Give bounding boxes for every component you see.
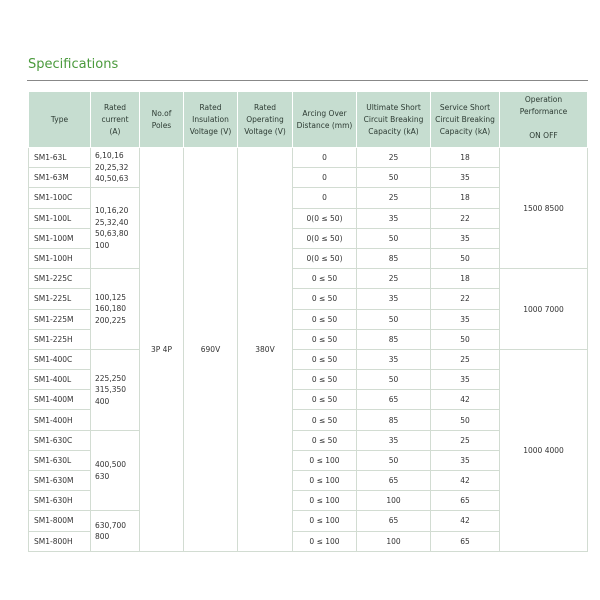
type-cell: SM1-400M: [29, 390, 91, 410]
ultimate-capacity-cell: 65: [357, 471, 431, 491]
header-service-capacity: Service Short Circuit Breaking Capacity (kA): [431, 92, 500, 148]
table-row: [29, 349, 588, 369]
table-row: [29, 148, 588, 168]
type-cell: SM1-630C: [29, 430, 91, 450]
poles-cell: 3P 4P: [140, 148, 184, 552]
type-cell: SM1-400L: [29, 370, 91, 390]
service-capacity-cell: 50: [431, 329, 500, 349]
service-capacity-cell: 42: [431, 390, 500, 410]
service-capacity-cell: 35: [431, 309, 500, 329]
header-rated-current: Rated current (A): [91, 92, 140, 148]
ultimate-capacity-cell: 85: [357, 410, 431, 430]
ultimate-capacity-cell: 65: [357, 511, 431, 531]
service-capacity-cell: 50: [431, 248, 500, 268]
type-cell: SM1-100C: [29, 188, 91, 208]
arcing-distance-cell: 0 ≤ 50: [293, 329, 357, 349]
service-capacity-cell: 42: [431, 511, 500, 531]
table-body: [29, 148, 588, 552]
header-arcing-distance: Arcing Over Distance (mm): [293, 92, 357, 148]
service-capacity-cell: 50: [431, 410, 500, 430]
ultimate-capacity-cell: 85: [357, 329, 431, 349]
header-type: Type: [29, 92, 91, 148]
ultimate-capacity-cell: 85: [357, 248, 431, 268]
ultimate-capacity-cell: 25: [357, 188, 431, 208]
type-cell: SM1-630M: [29, 471, 91, 491]
type-cell: SM1-63M: [29, 168, 91, 188]
type-cell: SM1-630L: [29, 450, 91, 470]
arcing-distance-cell: 0 ≤ 100: [293, 450, 357, 470]
type-cell: SM1-800H: [29, 531, 91, 551]
header-insulation-voltage: Rated Insulation Voltage (V): [184, 92, 238, 148]
arcing-distance-cell: 0 ≤ 50: [293, 390, 357, 410]
ultimate-capacity-cell: 35: [357, 430, 431, 450]
type-cell: SM1-400H: [29, 410, 91, 430]
ultimate-capacity-cell: 65: [357, 390, 431, 410]
rated-current-cell: 630,700 800: [91, 511, 140, 551]
type-cell: SM1-400C: [29, 349, 91, 369]
arcing-distance-cell: 0 ≤ 50: [293, 430, 357, 450]
type-cell: SM1-225M: [29, 309, 91, 329]
ultimate-capacity-cell: 50: [357, 370, 431, 390]
ultimate-capacity-cell: 25: [357, 148, 431, 168]
rated-current-cell: 225,250 315,350 400: [91, 349, 140, 430]
service-capacity-cell: 35: [431, 370, 500, 390]
service-capacity-cell: 35: [431, 168, 500, 188]
page-title: Specifications: [28, 57, 119, 72]
type-cell: SM1-800M: [29, 511, 91, 531]
type-cell: SM1-630H: [29, 491, 91, 511]
type-cell: SM1-100H: [29, 248, 91, 268]
arcing-distance-cell: 0 ≤ 50: [293, 349, 357, 369]
service-capacity-cell: 22: [431, 289, 500, 309]
type-cell: SM1-63L: [29, 148, 91, 168]
arcing-distance-cell: 0 ≤ 100: [293, 491, 357, 511]
type-cell: SM1-225C: [29, 269, 91, 289]
service-capacity-cell: 22: [431, 208, 500, 228]
arcing-distance-cell: 0 ≤ 100: [293, 531, 357, 551]
operation-performance-cell: 1500 8500: [500, 148, 588, 269]
service-capacity-cell: 25: [431, 349, 500, 369]
arcing-distance-cell: 0 ≤ 50: [293, 289, 357, 309]
rated-current-cell: 100,125 160,180 200,225: [91, 269, 140, 350]
arcing-distance-cell: 0: [293, 168, 357, 188]
arcing-distance-cell: 0 ≤ 100: [293, 471, 357, 491]
arcing-distance-cell: 0: [293, 188, 357, 208]
ultimate-capacity-cell: 50: [357, 168, 431, 188]
header-operating-voltage: Rated Operating Voltage (V): [238, 92, 293, 148]
service-capacity-cell: 35: [431, 450, 500, 470]
rated-current-cell: 400,500 630: [91, 430, 140, 511]
rated-current-cell: 10,16,20 25,32,40 50,63,80 100: [91, 188, 140, 269]
ultimate-capacity-cell: 50: [357, 309, 431, 329]
service-capacity-cell: 18: [431, 148, 500, 168]
operating-voltage-cell: 380V: [238, 148, 293, 552]
arcing-distance-cell: 0: [293, 148, 357, 168]
type-cell: SM1-225L: [29, 289, 91, 309]
title-divider: [27, 80, 588, 81]
arcing-distance-cell: 0 ≤ 50: [293, 410, 357, 430]
service-capacity-cell: 65: [431, 531, 500, 551]
service-capacity-cell: 65: [431, 491, 500, 511]
operation-performance-cell: 1000 7000: [500, 269, 588, 350]
ultimate-capacity-cell: 50: [357, 228, 431, 248]
type-cell: SM1-100L: [29, 208, 91, 228]
ultimate-capacity-cell: 100: [357, 491, 431, 511]
header-row: [29, 92, 588, 148]
ultimate-capacity-cell: 35: [357, 208, 431, 228]
type-cell: SM1-100M: [29, 228, 91, 248]
insulation-voltage-cell: 690V: [184, 148, 238, 552]
service-capacity-cell: 18: [431, 188, 500, 208]
rated-current-cell: 6,10,16 20,25,32 40,50,63: [91, 148, 140, 188]
arcing-distance-cell: 0(0 ≤ 50): [293, 208, 357, 228]
type-cell: SM1-225H: [29, 329, 91, 349]
operation-performance-cell: 1000 4000: [500, 349, 588, 551]
arcing-distance-cell: 0(0 ≤ 50): [293, 228, 357, 248]
table-row: [29, 269, 588, 289]
service-capacity-cell: 25: [431, 430, 500, 450]
arcing-distance-cell: 0 ≤ 100: [293, 511, 357, 531]
arcing-distance-cell: 0(0 ≤ 50): [293, 248, 357, 268]
service-capacity-cell: 42: [431, 471, 500, 491]
specifications-table: [28, 91, 588, 552]
ultimate-capacity-cell: 25: [357, 269, 431, 289]
arcing-distance-cell: 0 ≤ 50: [293, 309, 357, 329]
service-capacity-cell: 35: [431, 228, 500, 248]
service-capacity-cell: 18: [431, 269, 500, 289]
header-operation-performance: Operation Performance ON OFF: [500, 92, 588, 148]
header-poles: No.of Poles: [140, 92, 184, 148]
ultimate-capacity-cell: 35: [357, 349, 431, 369]
header-ultimate-capacity: Ultimate Short Circuit Breaking Capacity (kA): [357, 92, 431, 148]
arcing-distance-cell: 0 ≤ 50: [293, 269, 357, 289]
ultimate-capacity-cell: 35: [357, 289, 431, 309]
ultimate-capacity-cell: 100: [357, 531, 431, 551]
arcing-distance-cell: 0 ≤ 50: [293, 370, 357, 390]
ultimate-capacity-cell: 50: [357, 450, 431, 470]
